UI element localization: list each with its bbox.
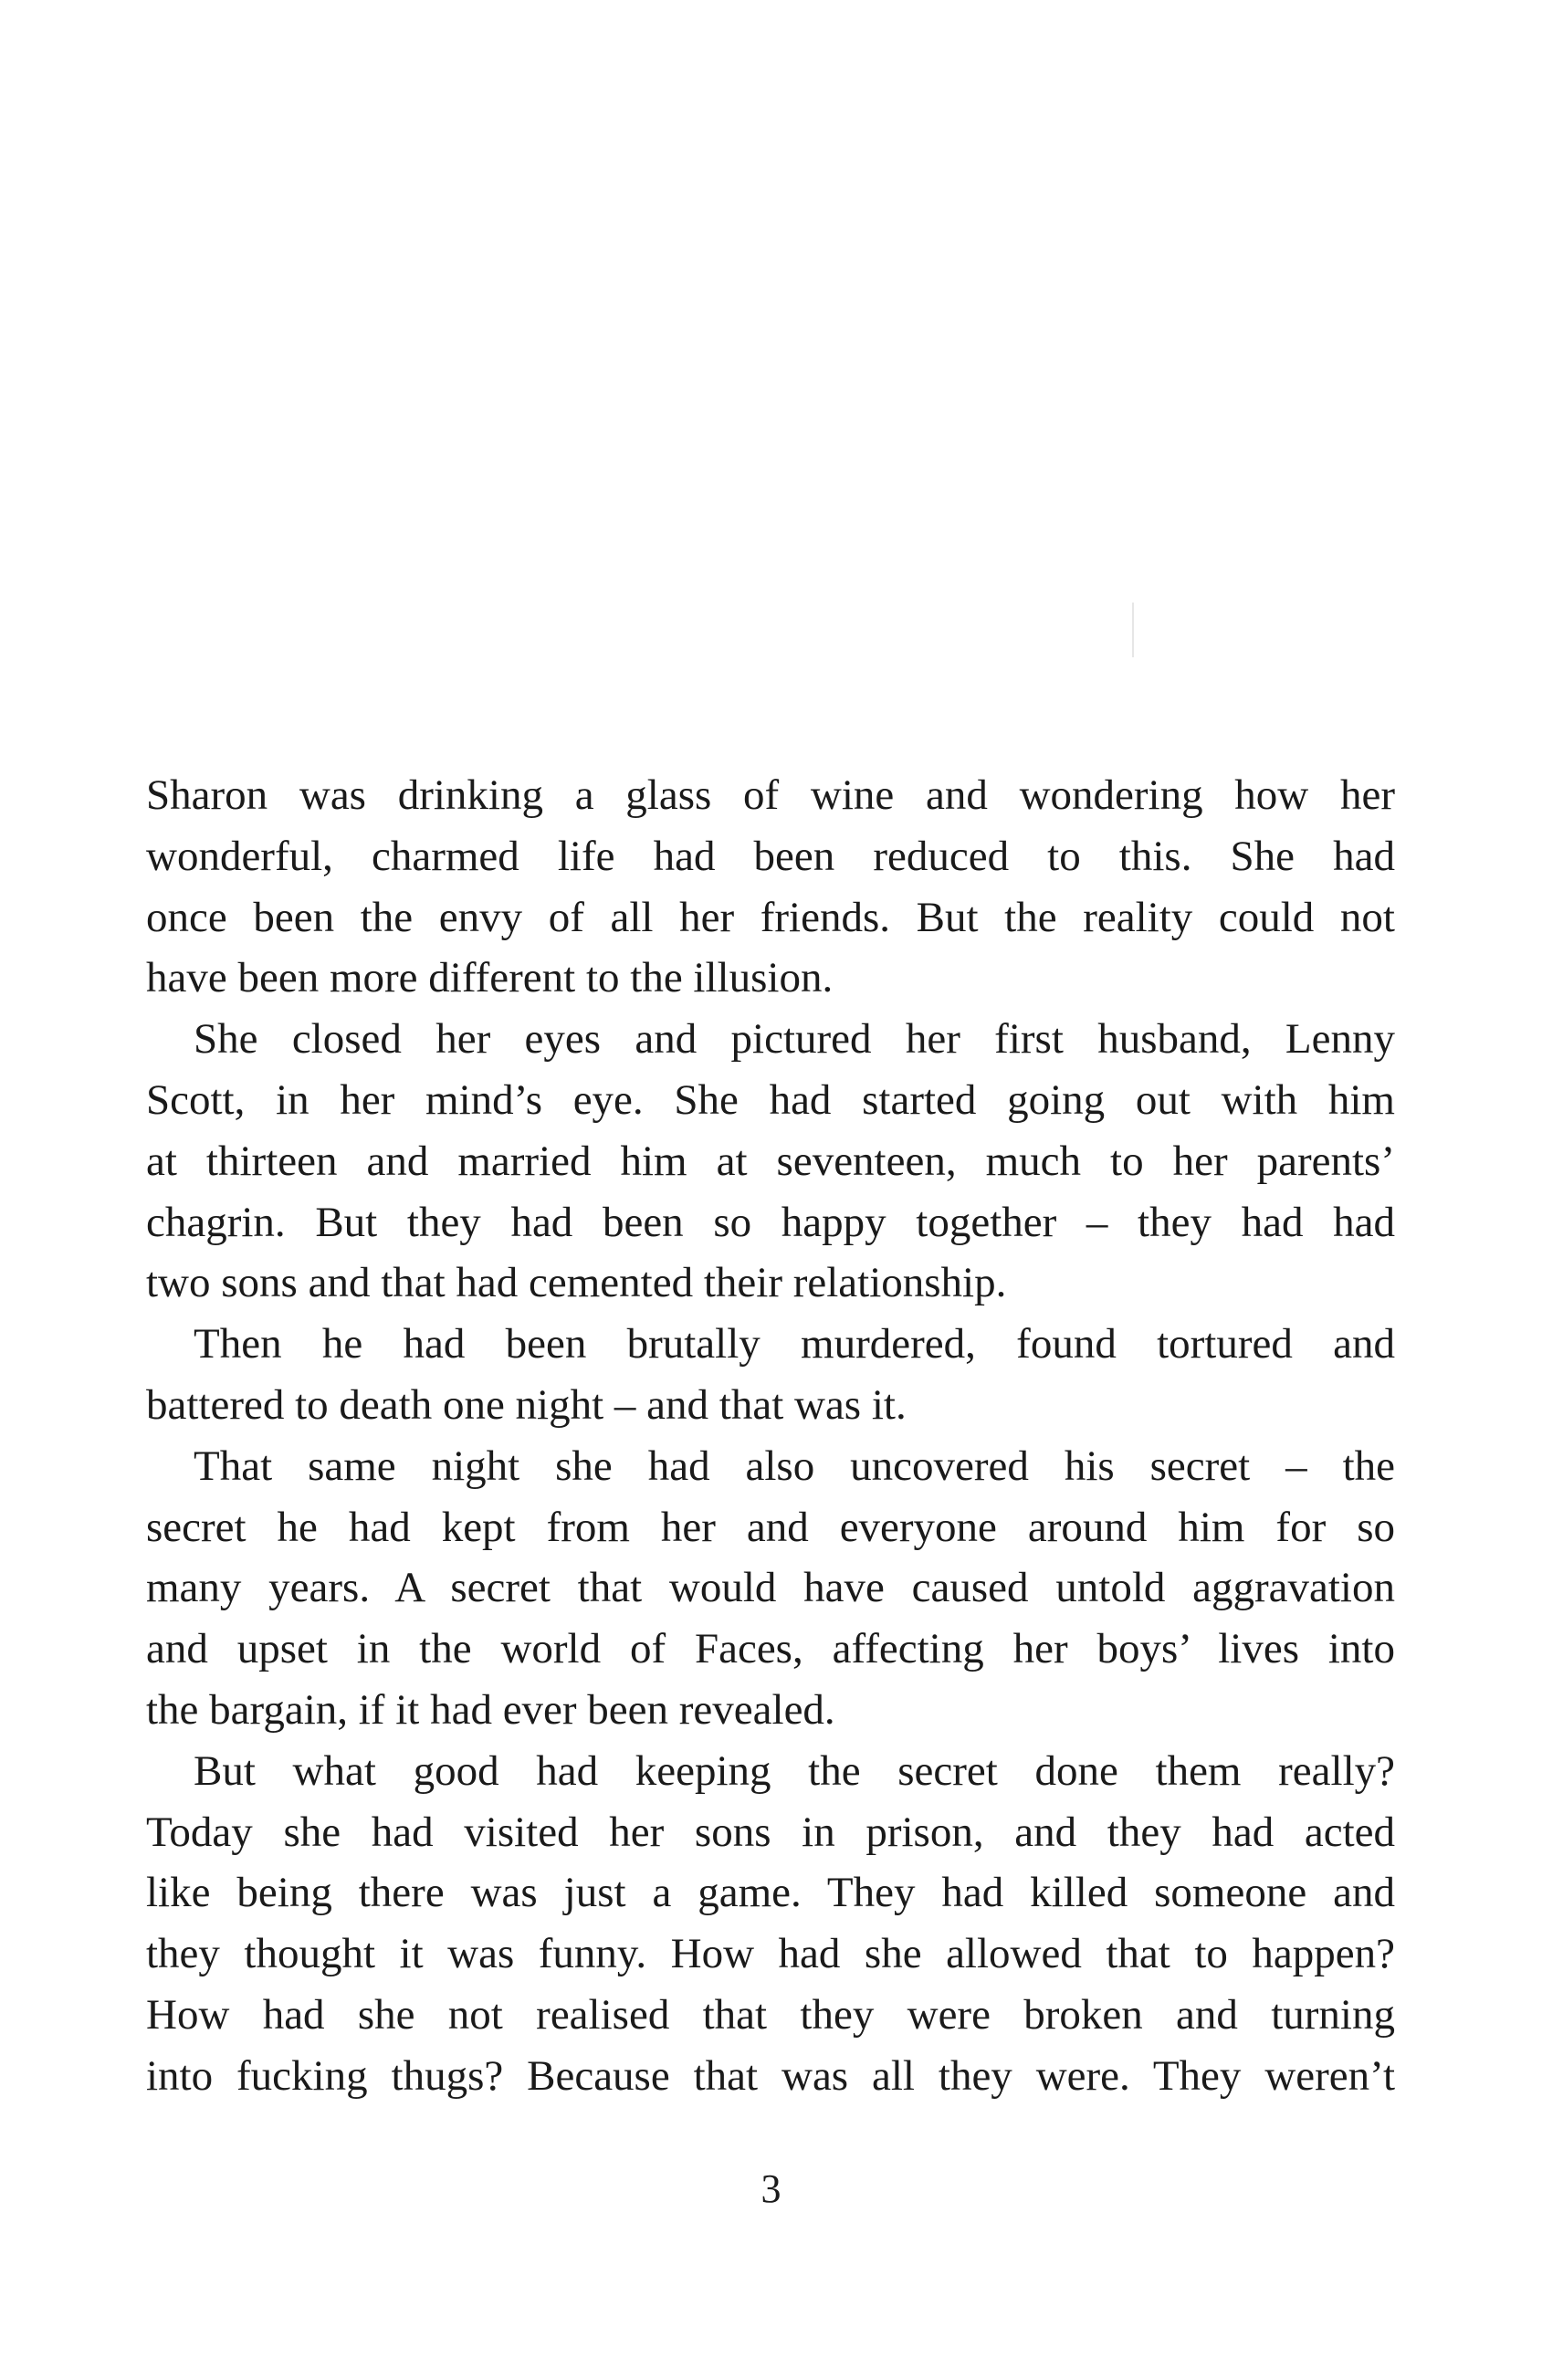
text-line: many years. A secret that would have caused untold aggravation [146, 1564, 1395, 1612]
text-line: chagrin. But they had been so happy together – they had had [146, 1198, 1395, 1246]
text-line: wonderful, charmed life had been reduced to this. She had [146, 832, 1395, 880]
text-line: How had she not realised that they were broken and turning [146, 1990, 1395, 2039]
text-line: two sons and that had cemented their relationship. [146, 1259, 1007, 1307]
text-line: and upset in the world of Faces, affecting her boys’ lives into [146, 1625, 1395, 1673]
text-line: into fucking thugs? Because that was all they were. They weren’t [146, 2051, 1395, 2100]
text-line: at thirteen and married him at seventeen, much to her parents’ [146, 1137, 1395, 1185]
text-line: have been more different to the illusion. [146, 954, 834, 1002]
text-line: secret he had kept from her and everyone around him for so [146, 1503, 1395, 1551]
text-line: Today she had visited her sons in prison, and they had acted [146, 1808, 1395, 1856]
scan-mark [1132, 603, 1134, 657]
text-line: She closed her eyes and pictured her first husband, Lenny [194, 1015, 1395, 1064]
text-line: battered to death one night – and that was it. [146, 1380, 907, 1429]
text-line: the bargain, if it had ever been revealed. [146, 1685, 835, 1734]
text-line: But what good had keeping the secret done them really? [194, 1746, 1395, 1795]
text-line: they thought it was funny. How had she allowed that to happen? [146, 1930, 1395, 1978]
text-line: Scott, in her mind’s eye. She had started going out with him [146, 1075, 1395, 1124]
text-line: once been the envy of all her friends. But the reality could not [146, 893, 1395, 941]
body-text [146, 765, 1395, 2107]
text-line: That same night she had also uncovered his secret – the [194, 1442, 1395, 1490]
text-line: Then he had been brutally murdered, found tortured and [194, 1320, 1395, 1368]
text-line: like being there was just a game. They had killed someone and [146, 1869, 1395, 1917]
page-number: 3 [761, 2166, 781, 2211]
text-line: Sharon was drinking a glass of wine and wondering how her [146, 771, 1395, 819]
